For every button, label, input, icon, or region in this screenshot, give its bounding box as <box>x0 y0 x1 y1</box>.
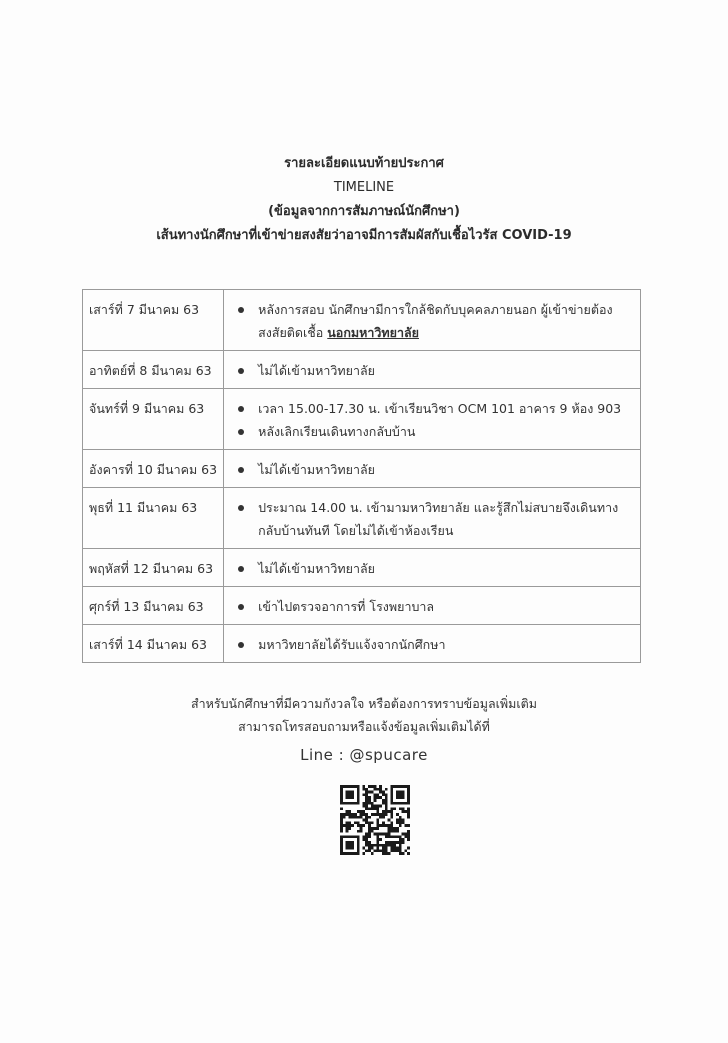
timeline-row <box>83 625 641 663</box>
bullet-icon <box>238 604 244 610</box>
event-text <box>258 561 375 576</box>
event-highlight: นอกมหาวิทยาลัย <box>327 325 419 340</box>
timeline-table <box>82 289 641 663</box>
event-description: ไม่ได้เข้ามหาวิทยาลัย <box>258 462 375 477</box>
timeline-event <box>234 496 634 542</box>
line-contact-id: Line : @spucare <box>300 746 428 764</box>
bullet-icon <box>238 368 244 374</box>
event-text <box>258 302 612 340</box>
bullet-icon <box>238 467 244 473</box>
event-description: ไม่ได้เข้ามหาวิทยาลัย <box>258 363 375 378</box>
timeline-events <box>224 549 641 587</box>
bullet-icon <box>238 307 244 313</box>
footer-contact-text: สามารถโทรสอบถามหรือแจ้งข้อมูลเพิ่มเติมได้ที่ <box>238 719 490 734</box>
event-text <box>258 424 415 439</box>
bullet-icon <box>238 566 244 572</box>
timeline-event <box>234 595 634 618</box>
timeline-date: อาทิตย์ที่ 8 มีนาคม 63 <box>83 351 224 389</box>
event-text <box>258 462 375 477</box>
header <box>0 152 728 248</box>
timeline-events <box>224 488 641 549</box>
footer-concern-text: สำหรับนักศึกษาที่มีความกังวลใจ หรือต้องการทราบข้อมูลเพิ่มเติม <box>190 696 537 711</box>
timeline-date: จันทร์ที่ 9 มีนาคม 63 <box>83 389 224 450</box>
bullet-icon <box>238 429 244 435</box>
timeline-events <box>224 450 641 488</box>
bullet-icon <box>238 406 244 412</box>
timeline-event <box>234 633 634 656</box>
timeline-date: ศุกร์ที่ 13 มีนาคม 63 <box>83 587 224 625</box>
event-text <box>258 401 621 416</box>
event-text <box>258 637 445 652</box>
timeline-row <box>83 488 641 549</box>
route-title: เส้นทางนักศึกษาที่เข้าข่ายสงสัยว่าอาจมีการสัมผัสกับเชื้อไวรัส COVID-19 <box>156 228 572 243</box>
timeline-event <box>234 420 634 443</box>
timeline-events <box>224 587 641 625</box>
timeline-row <box>83 389 641 450</box>
event-description: ไม่ได้เข้ามหาวิทยาลัย <box>258 561 375 576</box>
event-text <box>258 500 618 538</box>
timeline-date: อังคารที่ 10 มีนาคม 63 <box>83 450 224 488</box>
timeline-date: พุธที่ 11 มีนาคม 63 <box>83 488 224 549</box>
timeline-event <box>234 298 634 344</box>
event-description: มหาวิทยาลัยได้รับแจ้งจากนักศึกษา <box>258 637 446 652</box>
source-note: (ข้อมูลจากการสัมภาษณ์นักศึกษา) <box>268 204 460 219</box>
qr-code-icon <box>340 785 410 855</box>
timeline-event <box>234 557 634 580</box>
timeline-event <box>234 397 634 420</box>
event-description: เวลา 15.00-17.30 น. เข้าเรียนวิชา OCM 101 อาคาร 9 ห้อง 903 <box>258 401 622 416</box>
timeline-events <box>224 625 641 663</box>
timeline-row <box>83 290 641 351</box>
timeline-event <box>234 359 634 382</box>
timeline-events <box>224 389 641 450</box>
event-description: หลังเลิกเรียนเดินทางกลับบ้าน <box>258 424 416 439</box>
timeline-date: เสาร์ที่ 7 มีนาคม 63 <box>83 290 224 351</box>
timeline-row <box>83 351 641 389</box>
event-text <box>258 363 375 378</box>
footer <box>0 692 728 767</box>
event-description: หลังการสอบ นักศึกษามีการใกล้ชิดกับบุคคลภายนอก ผู้เข้าข่ายต้องสงสัยติดเชื้อ <box>258 302 613 340</box>
event-text <box>258 599 434 614</box>
event-description: ประมาณ 14.00 น. เข้ามามหาวิทยาลัย และรู้สึกไม่สบายจึงเดินทางกลับบ้านทันที โดยไม่ได้เข้าห้องเรียน <box>258 500 619 538</box>
timeline-event <box>234 458 634 481</box>
timeline-row <box>83 549 641 587</box>
timeline-row <box>83 587 641 625</box>
timeline-events <box>224 351 641 389</box>
bullet-icon <box>238 642 244 648</box>
timeline-date: พฤหัสที่ 12 มีนาคม 63 <box>83 549 224 587</box>
timeline-date: เสาร์ที่ 14 มีนาคม 63 <box>83 625 224 663</box>
timeline-row <box>83 450 641 488</box>
event-description: เข้าไปตรวจอาการที่ โรงพยาบาล <box>258 599 435 614</box>
timeline-label: TIMELINE <box>333 180 395 195</box>
timeline-events <box>224 290 641 351</box>
document-title: รายละเอียดแนบท้ายประกาศ <box>284 156 444 171</box>
bullet-icon <box>238 505 244 511</box>
